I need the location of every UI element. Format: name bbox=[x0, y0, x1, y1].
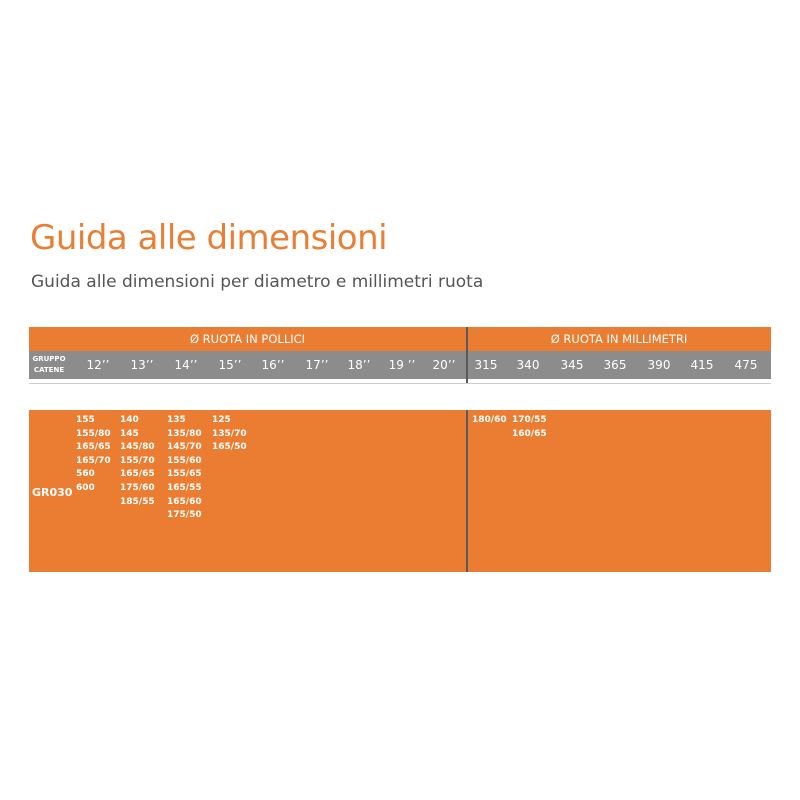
size-value: 165/70 bbox=[76, 455, 111, 466]
size-list-13in bbox=[120, 414, 155, 509]
size-value: 155/70 bbox=[120, 455, 155, 466]
inch-column-header: 20’’ bbox=[432, 358, 456, 372]
size-value: 165/65 bbox=[76, 442, 111, 453]
size-list-14in bbox=[167, 414, 202, 523]
inches-section-header: Ø RUOTA IN POLLICI bbox=[189, 332, 306, 346]
inch-column-header: 13’’ bbox=[130, 358, 154, 372]
mm-column-header: 315 bbox=[474, 358, 498, 372]
size-value: 135/80 bbox=[167, 428, 202, 439]
size-value: 155/65 bbox=[167, 469, 202, 480]
size-value: 145/80 bbox=[120, 442, 155, 453]
inch-column-header: 12’’ bbox=[86, 358, 110, 372]
mm-section-header: Ø RUOTA IN MILLIMETRI bbox=[550, 332, 688, 346]
group-label-line2: CATENE bbox=[33, 366, 65, 374]
size-value: 145 bbox=[120, 428, 139, 439]
size-value: 155/60 bbox=[167, 455, 202, 466]
section-divider bbox=[466, 410, 468, 572]
group-name: GR030 bbox=[32, 486, 73, 499]
size-value: 165/65 bbox=[120, 469, 155, 480]
inch-column-header: 17’’ bbox=[305, 358, 329, 372]
inch-column-header: 16’’ bbox=[261, 358, 285, 372]
inch-column-header: 19 ’’ bbox=[388, 358, 416, 372]
size-value: 140 bbox=[120, 415, 139, 425]
size-value: 560 bbox=[76, 469, 95, 480]
inch-column-header: 18’’ bbox=[347, 358, 371, 372]
group-column-header bbox=[31, 354, 67, 376]
inch-column-header: 15’’ bbox=[218, 358, 242, 372]
mm-column-header: 415 bbox=[690, 358, 714, 372]
size-value: 600 bbox=[76, 482, 95, 493]
mm-column-header: 475 bbox=[734, 358, 758, 372]
page-subtitle: Guida alle dimensioni per diametro e millimetri ruota bbox=[31, 272, 484, 292]
size-value: 125 bbox=[212, 415, 231, 425]
page-title: Guida alle dimensioni bbox=[30, 218, 388, 258]
section-divider bbox=[466, 327, 468, 383]
size-value: 185/55 bbox=[120, 496, 155, 507]
size-value: 165/50 bbox=[212, 442, 247, 453]
table-section-header bbox=[29, 327, 771, 351]
size-value: 165/55 bbox=[167, 482, 202, 493]
table-row bbox=[29, 410, 771, 572]
size-value: 180/60 bbox=[472, 415, 507, 425]
size-value: 160/65 bbox=[512, 428, 547, 439]
column-header-row bbox=[29, 351, 771, 379]
mm-column-header: 365 bbox=[603, 358, 627, 372]
group-label-line1: GRUPPO bbox=[32, 355, 66, 363]
size-list-15in bbox=[212, 414, 247, 455]
size-list-340mm bbox=[512, 414, 547, 441]
size-list-315mm bbox=[472, 414, 507, 428]
size-value: 155 bbox=[76, 415, 95, 425]
mm-column-header: 390 bbox=[647, 358, 671, 372]
size-list-12in bbox=[76, 414, 111, 496]
size-value: 155/80 bbox=[76, 428, 111, 439]
size-value: 135 bbox=[167, 415, 186, 425]
size-value: 145/70 bbox=[167, 442, 202, 453]
mm-column-header: 345 bbox=[560, 358, 584, 372]
size-value: 175/50 bbox=[167, 510, 202, 521]
inch-column-header: 14’’ bbox=[174, 358, 198, 372]
size-value: 135/70 bbox=[212, 428, 247, 439]
mm-column-header: 340 bbox=[516, 358, 540, 372]
size-value: 170/55 bbox=[512, 415, 547, 425]
size-value: 175/60 bbox=[120, 482, 155, 493]
header-divider-line bbox=[29, 383, 771, 384]
size-value: 165/60 bbox=[167, 496, 202, 507]
